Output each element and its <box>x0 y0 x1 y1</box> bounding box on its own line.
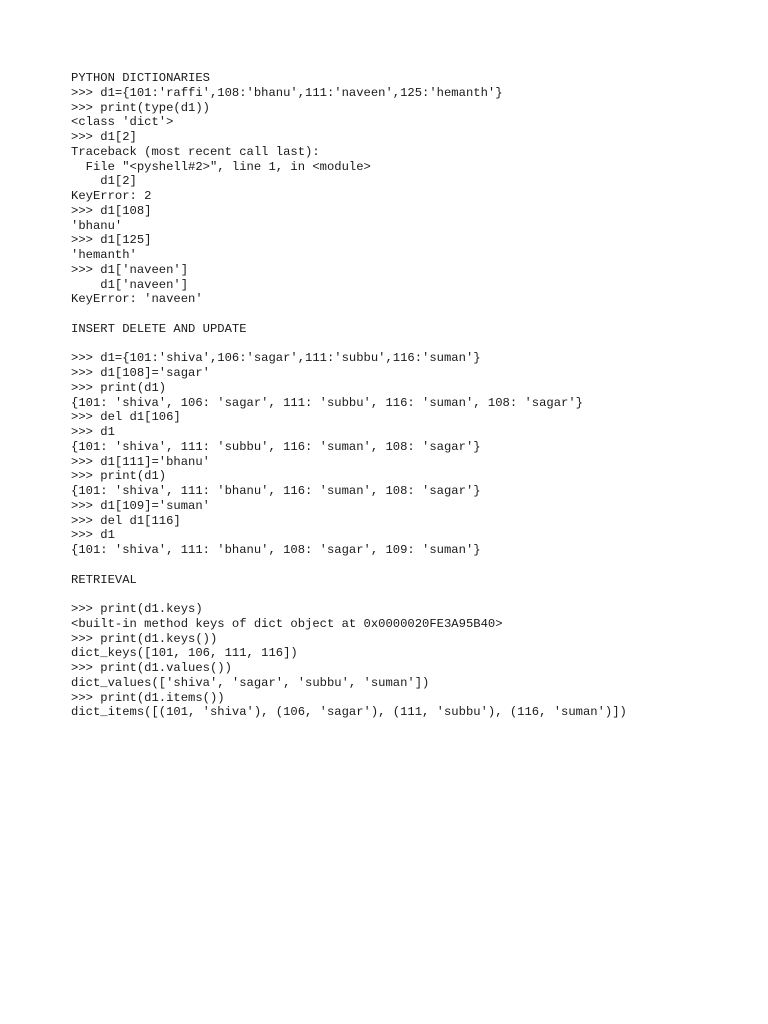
code-line: {101: 'shiva', 111: 'bhanu', 108: 'sagar', 109: 'suman'} <box>71 543 481 557</box>
code-line: dict_keys([101, 106, 111, 116]) <box>71 646 298 661</box>
code-line: >>> print(d1.keys) <box>71 602 203 616</box>
code-line: <class 'dict'> <box>71 115 174 130</box>
section-heading-retrieval: RETRIEVAL <box>71 572 137 587</box>
code-line: >>> d1={101:'shiva',106:'sagar',111:'subbu',116:'suman'} <box>71 351 481 366</box>
code-line: KeyError: 2 <box>71 189 152 203</box>
section-heading-python-dictionaries: PYTHON DICTIONARIES <box>71 71 210 85</box>
code-line: >>> d1={101:'raffi',108:'bhanu',111:'naveen',125:'hemanth'} <box>71 85 503 100</box>
code-line: {101: 'shiva', 106: 'sagar', 111: 'subbu', 116: 'suman', 108: 'sagar'} <box>71 395 583 410</box>
code-line: >>> d1[108] <box>71 203 152 218</box>
code-line: >>> print(d1.values()) <box>71 661 232 675</box>
code-line: >>> print(d1.keys()) <box>71 631 218 646</box>
code-line: >>> d1[125] <box>71 233 152 248</box>
code-line: dict_items([(101, 'shiva'), (106, 'sagar'), (111, 'subbu'), (116, 'suman')]) <box>71 705 627 720</box>
code-line: >>> print(d1) <box>71 380 167 395</box>
blank-line <box>71 587 751 602</box>
code-line: >>> del d1[116] <box>71 513 181 528</box>
code-line: >>> d1['naveen'] <box>71 262 189 277</box>
code-line: KeyError: 'naveen' <box>71 292 203 307</box>
code-line: >>> d1[2] <box>71 130 137 144</box>
blank-line <box>71 337 751 352</box>
code-line: {101: 'shiva', 111: 'subbu', 116: 'suman', 108: 'sagar'} <box>71 439 481 454</box>
code-line: >>> del d1[106] <box>71 410 181 425</box>
code-line: >>> d1[108]='sagar' <box>71 366 210 380</box>
code-line: Traceback (most recent call last): <box>71 144 320 159</box>
code-line: dict_values(['shiva', 'sagar', 'subbu', 'suman']) <box>71 675 430 690</box>
code-line: 'bhanu' <box>71 218 123 233</box>
code-line: >>> print(d1.items()) <box>71 690 225 705</box>
section-heading-insert-delete-update: INSERT DELETE AND UPDATE <box>71 321 247 336</box>
code-line: >>> d1 <box>71 425 115 439</box>
blank-line <box>71 558 751 573</box>
code-line: {101: 'shiva', 111: 'bhanu', 116: 'suman', 108: 'sagar'} <box>71 484 481 498</box>
code-line: >>> print(type(d1)) <box>71 100 210 115</box>
code-line: >>> d1 <box>71 528 115 543</box>
blank-line <box>71 307 751 322</box>
code-line: d1['naveen'] <box>71 277 189 292</box>
code-line: >>> d1[111]='bhanu' <box>71 454 210 469</box>
code-line: >>> d1[109]='suman' <box>71 498 210 513</box>
code-line: <built-in method keys of dict object at 0x0000020FE3A95B40> <box>71 616 503 631</box>
code-line: 'hemanth' <box>71 248 137 262</box>
code-line: d1[2] <box>71 174 137 189</box>
code-line: >>> print(d1) <box>71 469 167 484</box>
document-body <box>71 71 751 720</box>
code-line: File "<pyshell#2>", line 1, in <module> <box>71 159 371 174</box>
